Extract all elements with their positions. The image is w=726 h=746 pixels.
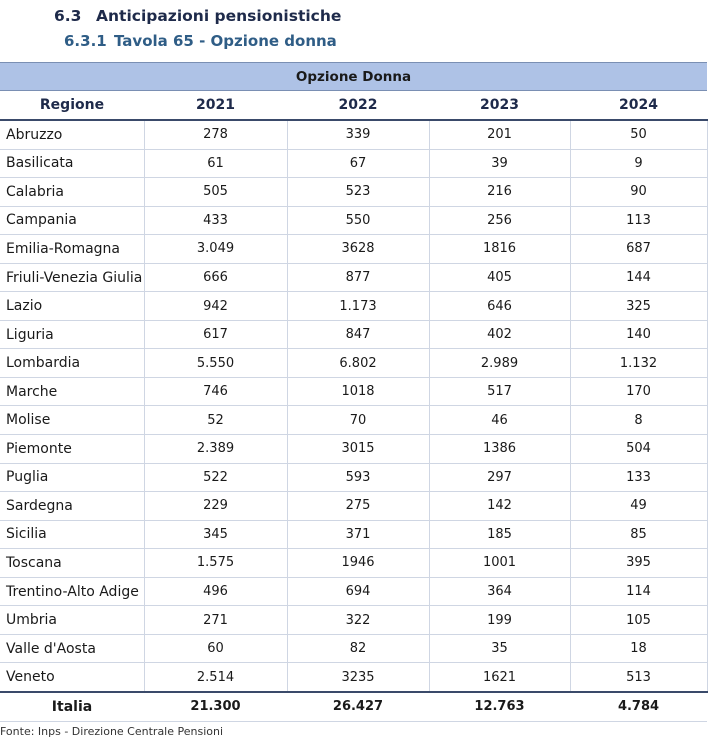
- column-header: 2022: [287, 91, 429, 121]
- column-header: 2021: [144, 91, 287, 121]
- section-heading: [54, 7, 341, 25]
- region-cell: Sardegna: [0, 492, 144, 521]
- value-cell: 513: [570, 663, 707, 692]
- table-row: [0, 149, 707, 178]
- region-cell: Valle d'Aosta: [0, 634, 144, 663]
- value-cell: 593: [287, 463, 429, 492]
- value-cell: 52: [144, 406, 287, 435]
- value-cell: 18: [570, 634, 707, 663]
- table-row: [0, 206, 707, 235]
- region-cell: Calabria: [0, 178, 144, 207]
- value-cell: 229: [144, 492, 287, 521]
- column-header: 2024: [570, 91, 707, 121]
- value-cell: 402: [429, 320, 570, 349]
- value-cell: 339: [287, 120, 429, 149]
- value-cell: 746: [144, 377, 287, 406]
- table-row: [0, 320, 707, 349]
- value-cell: 364: [429, 577, 570, 606]
- region-cell: Piemonte: [0, 435, 144, 464]
- region-cell: Emilia-Romagna: [0, 235, 144, 264]
- value-cell: 345: [144, 520, 287, 549]
- value-cell: 82: [287, 634, 429, 663]
- value-cell: 1621: [429, 663, 570, 692]
- value-cell: 9: [570, 149, 707, 178]
- total-cell: 26.427: [287, 692, 429, 722]
- subsection-title: Tavola 65 - Opzione donna: [114, 32, 337, 50]
- table-row: [0, 235, 707, 264]
- value-cell: 170: [570, 377, 707, 406]
- value-cell: 275: [287, 492, 429, 521]
- value-cell: 105: [570, 606, 707, 635]
- column-header: 2023: [429, 91, 570, 121]
- value-cell: 1816: [429, 235, 570, 264]
- table-row: [0, 634, 707, 663]
- table-row: [0, 349, 707, 378]
- value-cell: 405: [429, 263, 570, 292]
- value-cell: 1.173: [287, 292, 429, 321]
- table-row: [0, 492, 707, 521]
- table-row: [0, 663, 707, 692]
- region-cell: Campania: [0, 206, 144, 235]
- region-cell: Lazio: [0, 292, 144, 321]
- table-row: [0, 178, 707, 207]
- value-cell: 1.575: [144, 549, 287, 578]
- region-cell: Umbria: [0, 606, 144, 635]
- table-row: [0, 520, 707, 549]
- value-cell: 201: [429, 120, 570, 149]
- value-cell: 433: [144, 206, 287, 235]
- value-cell: 61: [144, 149, 287, 178]
- table-total-row: [0, 692, 707, 722]
- value-cell: 67: [287, 149, 429, 178]
- value-cell: 133: [570, 463, 707, 492]
- value-cell: 325: [570, 292, 707, 321]
- value-cell: 371: [287, 520, 429, 549]
- table-row: [0, 577, 707, 606]
- value-cell: 646: [429, 292, 570, 321]
- total-cell: 21.300: [144, 692, 287, 722]
- table-row: [0, 435, 707, 464]
- value-cell: 1001: [429, 549, 570, 578]
- table-row: [0, 606, 707, 635]
- value-cell: 694: [287, 577, 429, 606]
- value-cell: 847: [287, 320, 429, 349]
- opzione-donna-table: [0, 62, 708, 722]
- value-cell: 85: [570, 520, 707, 549]
- value-cell: 185: [429, 520, 570, 549]
- region-cell: Sicilia: [0, 520, 144, 549]
- value-cell: 6.802: [287, 349, 429, 378]
- value-cell: 49: [570, 492, 707, 521]
- value-cell: 3235: [287, 663, 429, 692]
- table-band-title: Opzione Donna: [0, 63, 707, 91]
- value-cell: 278: [144, 120, 287, 149]
- column-header: Regione: [0, 91, 144, 121]
- region-cell: Trentino-Alto Adige: [0, 577, 144, 606]
- value-cell: 2.989: [429, 349, 570, 378]
- table-row: [0, 406, 707, 435]
- table-header-row: [0, 91, 707, 121]
- region-cell: Liguria: [0, 320, 144, 349]
- region-cell: Molise: [0, 406, 144, 435]
- section-number: 6.3: [54, 7, 82, 25]
- value-cell: 271: [144, 606, 287, 635]
- value-cell: 2.514: [144, 663, 287, 692]
- value-cell: 522: [144, 463, 287, 492]
- value-cell: 50: [570, 120, 707, 149]
- total-cell: 12.763: [429, 692, 570, 722]
- table-band-row: [0, 63, 707, 91]
- value-cell: 5.550: [144, 349, 287, 378]
- value-cell: 505: [144, 178, 287, 207]
- value-cell: 1386: [429, 435, 570, 464]
- region-cell: Toscana: [0, 549, 144, 578]
- value-cell: 2.389: [144, 435, 287, 464]
- value-cell: 3628: [287, 235, 429, 264]
- region-cell: Puglia: [0, 463, 144, 492]
- table-row: [0, 263, 707, 292]
- source-note: Fonte: Inps - Direzione Centrale Pensioni: [0, 725, 224, 738]
- subsection-heading: [64, 32, 337, 50]
- value-cell: 144: [570, 263, 707, 292]
- value-cell: 1946: [287, 549, 429, 578]
- table-row: [0, 377, 707, 406]
- table-row: [0, 120, 707, 149]
- value-cell: 1.132: [570, 349, 707, 378]
- value-cell: 1018: [287, 377, 429, 406]
- value-cell: 256: [429, 206, 570, 235]
- subsection-number: 6.3.1: [64, 32, 107, 50]
- region-cell: Basilicata: [0, 149, 144, 178]
- value-cell: 140: [570, 320, 707, 349]
- value-cell: 113: [570, 206, 707, 235]
- value-cell: 199: [429, 606, 570, 635]
- value-cell: 496: [144, 577, 287, 606]
- value-cell: 142: [429, 492, 570, 521]
- region-cell: Friuli-Venezia Giulia: [0, 263, 144, 292]
- value-cell: 666: [144, 263, 287, 292]
- region-cell: Marche: [0, 377, 144, 406]
- value-cell: 114: [570, 577, 707, 606]
- value-cell: 877: [287, 263, 429, 292]
- value-cell: 216: [429, 178, 570, 207]
- value-cell: 942: [144, 292, 287, 321]
- value-cell: 322: [287, 606, 429, 635]
- region-cell: Abruzzo: [0, 120, 144, 149]
- value-cell: 39: [429, 149, 570, 178]
- region-cell: Lombardia: [0, 349, 144, 378]
- value-cell: 3015: [287, 435, 429, 464]
- value-cell: 70: [287, 406, 429, 435]
- table-row: [0, 463, 707, 492]
- value-cell: 60: [144, 634, 287, 663]
- value-cell: 523: [287, 178, 429, 207]
- value-cell: 617: [144, 320, 287, 349]
- value-cell: 297: [429, 463, 570, 492]
- value-cell: 8: [570, 406, 707, 435]
- value-cell: 90: [570, 178, 707, 207]
- total-cell: 4.784: [570, 692, 707, 722]
- table-body: [0, 120, 707, 692]
- value-cell: 35: [429, 634, 570, 663]
- value-cell: 395: [570, 549, 707, 578]
- value-cell: 550: [287, 206, 429, 235]
- section-title: Anticipazioni pensionistiche: [96, 7, 342, 25]
- table-row: [0, 549, 707, 578]
- value-cell: 517: [429, 377, 570, 406]
- value-cell: 46: [429, 406, 570, 435]
- total-label: Italia: [0, 692, 144, 722]
- value-cell: 504: [570, 435, 707, 464]
- table-row: [0, 292, 707, 321]
- region-cell: Veneto: [0, 663, 144, 692]
- value-cell: 3.049: [144, 235, 287, 264]
- value-cell: 687: [570, 235, 707, 264]
